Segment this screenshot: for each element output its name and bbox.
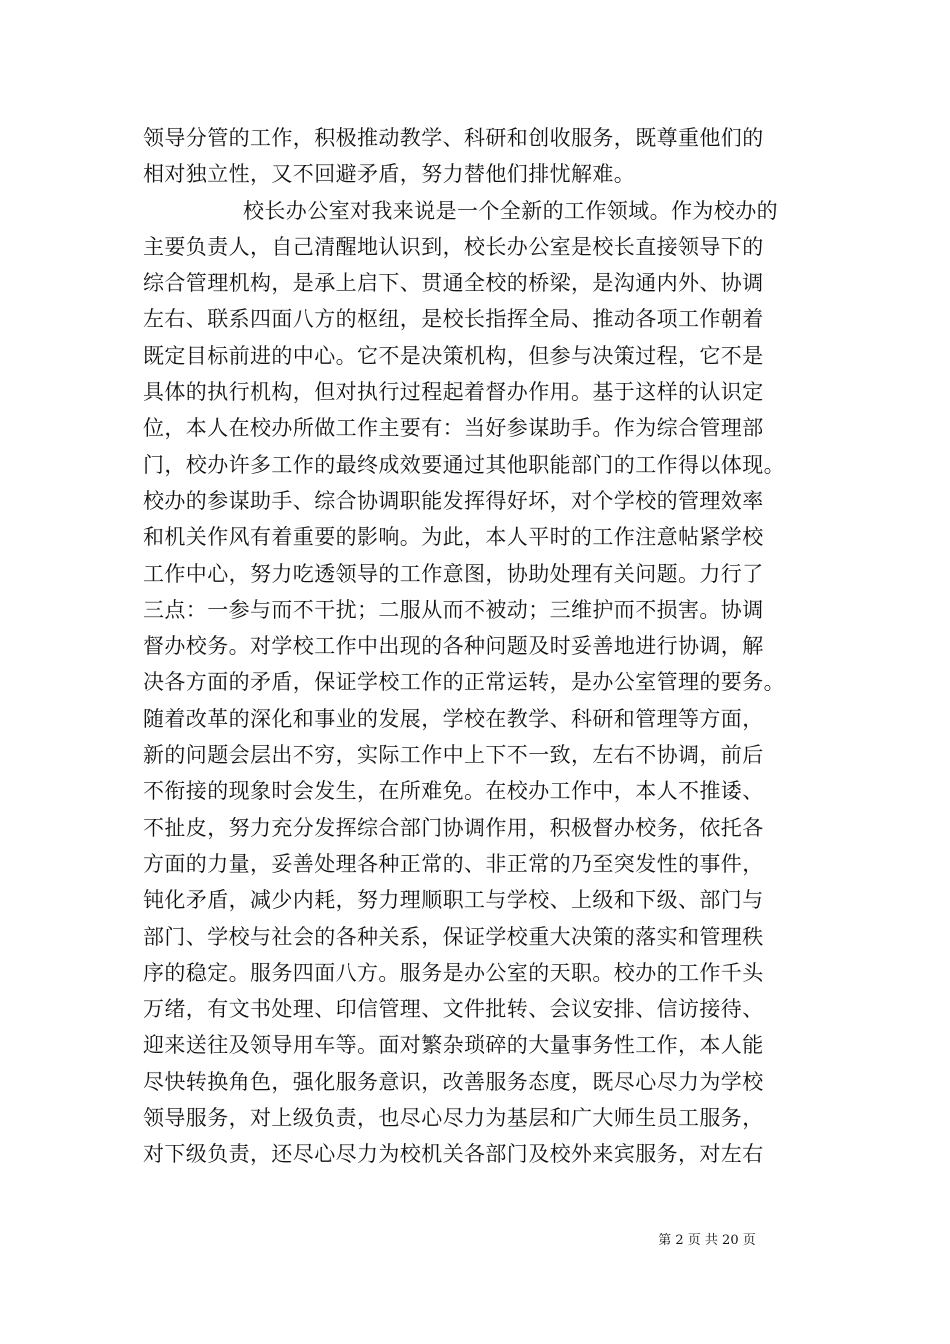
text-line: 随着改革的深化和事业的发展，学校在教学、科研和管理等方面， <box>143 706 764 731</box>
text-line: 领导分管的工作，积极推动教学、科研和创收服务，既尊重他们的 <box>143 126 764 150</box>
text-line: 和机关作风有着重要的影响。为此，本人平时的工作注意帖紧学校 <box>143 525 764 550</box>
text-line: 校长办公室对我来说是一个全新的工作领域。作为校办的 <box>243 198 778 223</box>
text-line: 迎来送往及领导用车等。面对繁杂琐碎的大量事务性工作，本人能 <box>143 1033 764 1058</box>
text-line: 综合管理机构，是承上启下、贯通全校的桥梁，是沟通内外、协调 <box>143 271 764 296</box>
text-line: 相对独立性，又不回避矛盾，努力替他们排忧解难。 <box>143 162 636 187</box>
text-line: 既定目标前进的中心。它不是决策机构，但参与决策过程，它不是 <box>143 343 764 368</box>
text-line: 工作中心，努力吃透领导的工作意图，协助处理有关问题。力行了 <box>143 561 764 586</box>
body-text <box>143 120 823 1173</box>
text-line: 决各方面的矛盾，保证学校工作的正常运转，是办公室管理的要务。 <box>143 670 785 695</box>
text-line: 新的问题会层出不穷，实际工作中上下不一致，左右不协调，前后 <box>143 743 764 768</box>
page-number: 第 2 页 共 20 页 <box>658 1233 756 1248</box>
text-line: 校办的参谋助手、综合协调职能发挥得好坏，对个学校的管理效率 <box>143 488 764 513</box>
text-line: 左右、联系四面八方的枢纽，是校长指挥全局、推动各项工作朝着 <box>143 307 764 332</box>
text-line: 具体的执行机构，但对执行过程起着督办作用。基于这样的认识定 <box>143 380 764 405</box>
text-line: 序的稳定。服务四面八方。服务是办公室的天职。校办的工作千头 <box>143 960 764 985</box>
text-line: 不衔接的现象时会发生，在所难免。在校办工作中，本人不推诿、 <box>143 779 764 804</box>
text-line: 对下级负责，还尽心尽力为校机关各部门及校外来宾服务，对左右 <box>143 1142 764 1167</box>
text-line: 不扯皮，努力充分发挥综合部门协调作用，积极督办校务，依托各 <box>143 815 764 840</box>
text-line: 三点：一参与而不干扰；二服从而不被动；三维护而不损害。协调 <box>143 597 764 622</box>
text-line: 部门、学校与社会的各种关系，保证学校重大决策的落实和管理秩 <box>143 924 764 949</box>
text-line: 督办校务。对学校工作中出现的各种问题及时妥善地进行协调，解 <box>143 634 764 659</box>
text-line: 门，校办许多工作的最终成效要通过其他职能部门的工作得以体现。 <box>143 452 785 477</box>
text-line: 钝化矛盾，减少内耗，努力理顺职工与学校、上级和下级、部门与 <box>143 888 764 913</box>
text-line: 领导服务，对上级负责，也尽心尽力为基层和广大师生员工服务， <box>143 1106 764 1131</box>
page-footer <box>0 1232 950 1250</box>
text-line: 主要负责人，自己清醒地认识到，校长办公室是校长直接领导下的 <box>143 234 764 259</box>
text-line: 尽快转换角色，强化服务意识，改善服务态度，既尽心尽力为学校 <box>143 1069 764 1094</box>
text-line: 位，本人在校办所做工作主要有：当好参谋助手。作为综合管理部 <box>143 416 764 441</box>
text-line: 方面的力量，妥善处理各种正常的、非正常的乃至突发性的事件， <box>143 851 764 876</box>
text-line: 万绪，有文书处理、印信管理、文件批转、会议安排、信访接待、 <box>143 997 764 1022</box>
